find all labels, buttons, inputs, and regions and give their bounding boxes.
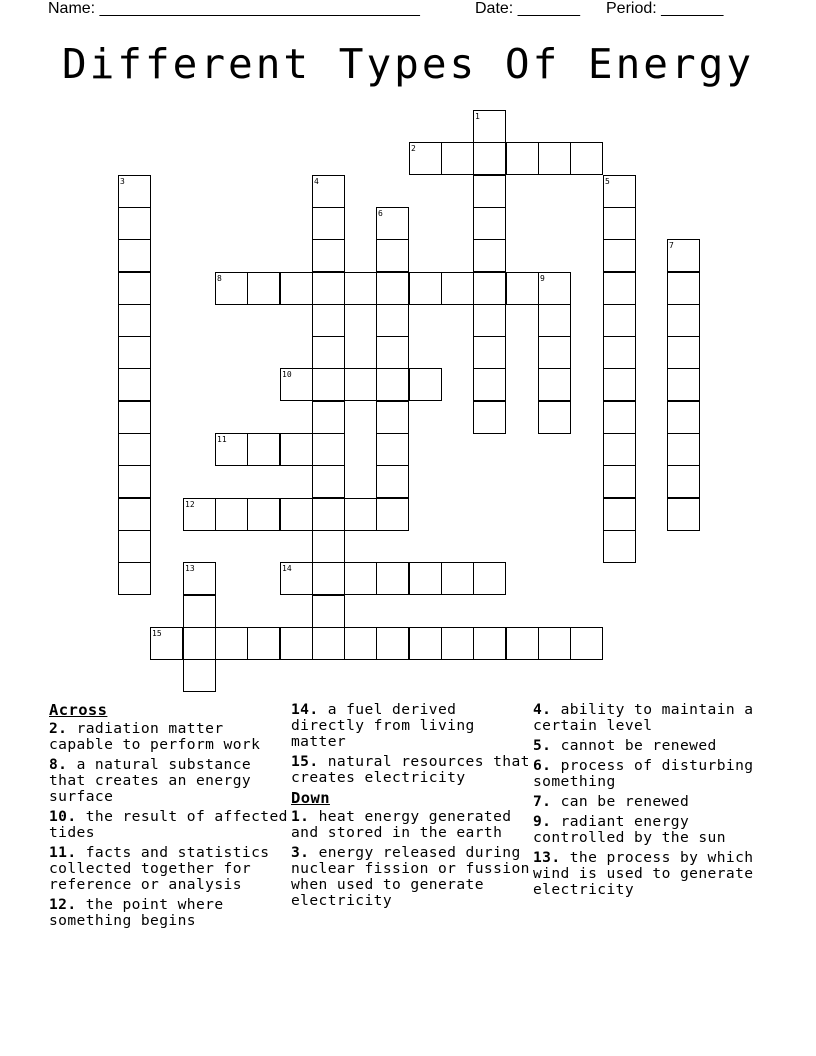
clue-text: radiation matter capable to perform work [49, 720, 261, 753]
cell-number: 4 [314, 177, 319, 186]
clue-text: the result of affected tides [49, 808, 288, 841]
crossword-cell[interactable] [538, 401, 571, 434]
crossword-cell[interactable] [344, 498, 377, 531]
down-clue-4 [533, 702, 773, 734]
crossword-cell[interactable] [409, 562, 442, 595]
cell-number: 13 [185, 564, 195, 573]
crossword-cell[interactable] [215, 498, 248, 531]
crossword-cell[interactable] [473, 627, 506, 660]
crossword-cell[interactable] [376, 433, 409, 466]
down-heading: Down [291, 789, 330, 807]
clue-text: heat energy generated and stored in the earth [291, 808, 512, 841]
across-clue-15 [291, 754, 531, 786]
crossword-cell[interactable] [183, 595, 216, 628]
crossword-cell[interactable] [118, 465, 151, 498]
crossword-cell[interactable] [441, 627, 474, 660]
clue-number: 4. [533, 701, 552, 718]
crossword-cell[interactable] [667, 433, 700, 466]
crossword-cell[interactable] [667, 272, 700, 305]
crossword-cell[interactable] [603, 336, 636, 369]
crossword-cell[interactable] [603, 368, 636, 401]
crossword-cell[interactable] [312, 530, 345, 563]
crossword-cell[interactable] [603, 433, 636, 466]
cell-number: 14 [282, 564, 292, 573]
across-clue-2 [49, 721, 289, 753]
crossword-cell[interactable] [312, 498, 345, 531]
clue-number: 11. [49, 844, 77, 861]
crossword-cell[interactable] [247, 627, 280, 660]
down-clue-6 [533, 758, 773, 790]
crossword-cell[interactable] [118, 207, 151, 240]
crossword-cell[interactable] [538, 627, 571, 660]
clue-number: 9. [533, 813, 552, 830]
clue-number: 2. [49, 720, 68, 737]
clue-text: radiant energy controlled by the sun [533, 813, 726, 846]
crossword-cell[interactable] [667, 498, 700, 531]
crossword-cell[interactable] [473, 401, 506, 434]
crossword-cell[interactable] [312, 562, 345, 595]
cell-number: 12 [185, 500, 195, 509]
crossword-cell[interactable] [312, 595, 345, 628]
worksheet-header [0, 0, 816, 22]
crossword-cell[interactable] [344, 272, 377, 305]
crossword-cell[interactable] [538, 368, 571, 401]
clue-number: 13. [533, 849, 561, 866]
crossword-cell[interactable] [312, 368, 345, 401]
across-clue-10 [49, 809, 289, 841]
clue-number: 10. [49, 808, 77, 825]
clue-number: 6. [533, 757, 552, 774]
crossword-cell[interactable] [376, 498, 409, 531]
crossword-cell[interactable] [603, 239, 636, 272]
crossword-cell[interactable] [280, 498, 313, 531]
cell-number: 3 [120, 177, 125, 186]
cell-number: 1 [475, 112, 480, 121]
crossword-cell[interactable] [376, 627, 409, 660]
crossword-cell[interactable] [667, 368, 700, 401]
cell-number: 9 [540, 274, 545, 283]
across-heading: Across [49, 701, 108, 719]
across-clue-14 [291, 702, 531, 750]
down-clue-1 [291, 809, 531, 841]
crossword-cell[interactable] [603, 465, 636, 498]
crossword-cell[interactable] [603, 530, 636, 563]
date-field-label: Date: _______ [475, 0, 580, 17]
clue-column-1 [49, 702, 289, 933]
clue-number: 3. [291, 844, 310, 861]
crossword-cell[interactable] [118, 498, 151, 531]
crossword-cell[interactable] [473, 207, 506, 240]
crossword-cell[interactable] [312, 627, 345, 660]
crossword-cell[interactable] [603, 401, 636, 434]
crossword-cell[interactable] [409, 627, 442, 660]
across-clue-11 [49, 845, 289, 893]
crossword-cell[interactable] [376, 368, 409, 401]
clue-text: natural resources that creates electricity [291, 753, 530, 786]
crossword-cell[interactable] [312, 336, 345, 369]
crossword-cell[interactable] [312, 239, 345, 272]
crossword-cell[interactable] [118, 530, 151, 563]
crossword-cell[interactable] [506, 627, 539, 660]
down-clue-3 [291, 845, 531, 909]
crossword-cell[interactable] [118, 336, 151, 369]
clue-text: cannot be renewed [560, 737, 717, 754]
cell-number: 5 [605, 177, 610, 186]
clue-text: process of disturbing something [533, 757, 754, 790]
crossword-cell[interactable] [473, 142, 506, 175]
clue-text: the point where something begins [49, 896, 224, 929]
crossword-cell[interactable] [247, 272, 280, 305]
cell-number: 7 [669, 241, 674, 250]
crossword-cell[interactable] [376, 272, 409, 305]
clue-text: the process by which wind is used to generate electricity [533, 849, 754, 898]
crossword-cell[interactable] [312, 304, 345, 337]
crossword-cell[interactable] [506, 142, 539, 175]
crossword-cell[interactable] [183, 627, 216, 660]
crossword-cell[interactable] [538, 142, 571, 175]
crossword-cell[interactable] [603, 498, 636, 531]
crossword-cell[interactable] [570, 627, 603, 660]
cell-number: 10 [282, 370, 292, 379]
period-field-label: Period: _______ [606, 0, 724, 17]
crossword-cell[interactable] [280, 433, 313, 466]
crossword-cell[interactable] [409, 368, 442, 401]
crossword-cell[interactable] [247, 433, 280, 466]
down-clue-13 [533, 850, 773, 898]
cell-number: 8 [217, 274, 222, 283]
clue-column-3 [533, 702, 773, 902]
clue-text: energy released during nuclear fission or fussion when used to generate electricity [291, 844, 530, 909]
crossword-cell[interactable] [215, 627, 248, 660]
crossword-cell[interactable] [376, 562, 409, 595]
crossword-cell[interactable] [312, 433, 345, 466]
crossword-cell[interactable] [376, 239, 409, 272]
crossword-cell[interactable] [247, 498, 280, 531]
crossword-cell[interactable] [118, 562, 151, 595]
crossword-cell[interactable] [473, 304, 506, 337]
name-field-label: Name: ____________________________________ [48, 0, 420, 17]
crossword-cell[interactable] [344, 562, 377, 595]
across-clue-8 [49, 757, 289, 805]
clue-text: a natural substance that creates an energy surface [49, 756, 252, 805]
crossword-cell[interactable] [473, 239, 506, 272]
across-clue-12 [49, 897, 289, 929]
clue-text: ability to maintain a certain level [533, 701, 754, 734]
crossword-cell[interactable] [667, 304, 700, 337]
crossword-cell[interactable] [441, 142, 474, 175]
crossword-cell[interactable] [280, 627, 313, 660]
crossword-cell[interactable] [603, 207, 636, 240]
clue-text: a fuel derived directly from living matter [291, 701, 475, 750]
crossword-cell[interactable] [667, 401, 700, 434]
crossword-cell[interactable] [570, 142, 603, 175]
crossword-cell[interactable] [473, 272, 506, 305]
crossword-cell[interactable] [312, 272, 345, 305]
crossword-cell[interactable] [118, 272, 151, 305]
clue-number: 14. [291, 701, 319, 718]
crossword-cell[interactable] [667, 336, 700, 369]
cell-number: 15 [152, 629, 162, 638]
clue-number: 7. [533, 793, 552, 810]
down-clue-5 [533, 738, 773, 754]
crossword-cell[interactable] [118, 401, 151, 434]
down-clue-7 [533, 794, 773, 810]
crossword-cell[interactable] [344, 368, 377, 401]
crossword-cell[interactable] [441, 272, 474, 305]
clue-column-2 [291, 702, 531, 913]
crossword-cell[interactable] [183, 659, 216, 692]
crossword-cell[interactable] [473, 336, 506, 369]
crossword-cell[interactable] [441, 562, 474, 595]
clue-number: 12. [49, 896, 77, 913]
crossword-cell[interactable] [473, 562, 506, 595]
clue-text: can be renewed [560, 793, 690, 810]
crossword-cell[interactable] [603, 304, 636, 337]
crossword-cell[interactable] [506, 272, 539, 305]
crossword-cell[interactable] [667, 465, 700, 498]
crossword-cell[interactable] [312, 401, 345, 434]
clue-number: 8. [49, 756, 68, 773]
crossword-cell[interactable] [376, 465, 409, 498]
clue-number: 5. [533, 737, 552, 754]
crossword-cell[interactable] [538, 304, 571, 337]
crossword-cell[interactable] [376, 336, 409, 369]
down-clue-9 [533, 814, 773, 846]
crossword-cell[interactable] [376, 304, 409, 337]
clue-text: facts and statistics collected together for reference or analysis [49, 844, 270, 893]
crossword-cell[interactable] [344, 627, 377, 660]
crossword-cell[interactable] [280, 272, 313, 305]
crossword-cell[interactable] [409, 272, 442, 305]
crossword-cell[interactable] [118, 368, 151, 401]
cell-number: 11 [217, 435, 227, 444]
page-title: Different Types Of Energy [61, 40, 755, 88]
crossword-cell[interactable] [603, 272, 636, 305]
crossword-cell[interactable] [376, 401, 409, 434]
crossword-cell[interactable] [473, 175, 506, 208]
crossword-cell[interactable] [312, 465, 345, 498]
crossword-cell[interactable] [312, 207, 345, 240]
clue-number: 15. [291, 753, 319, 770]
cell-number: 6 [378, 209, 383, 218]
crossword-cell[interactable] [538, 336, 571, 369]
clue-number: 1. [291, 808, 310, 825]
crossword-cell[interactable] [118, 433, 151, 466]
cell-number: 2 [411, 144, 416, 153]
crossword-cell[interactable] [473, 368, 506, 401]
crossword-cell[interactable] [118, 304, 151, 337]
crossword-cell[interactable] [118, 239, 151, 272]
